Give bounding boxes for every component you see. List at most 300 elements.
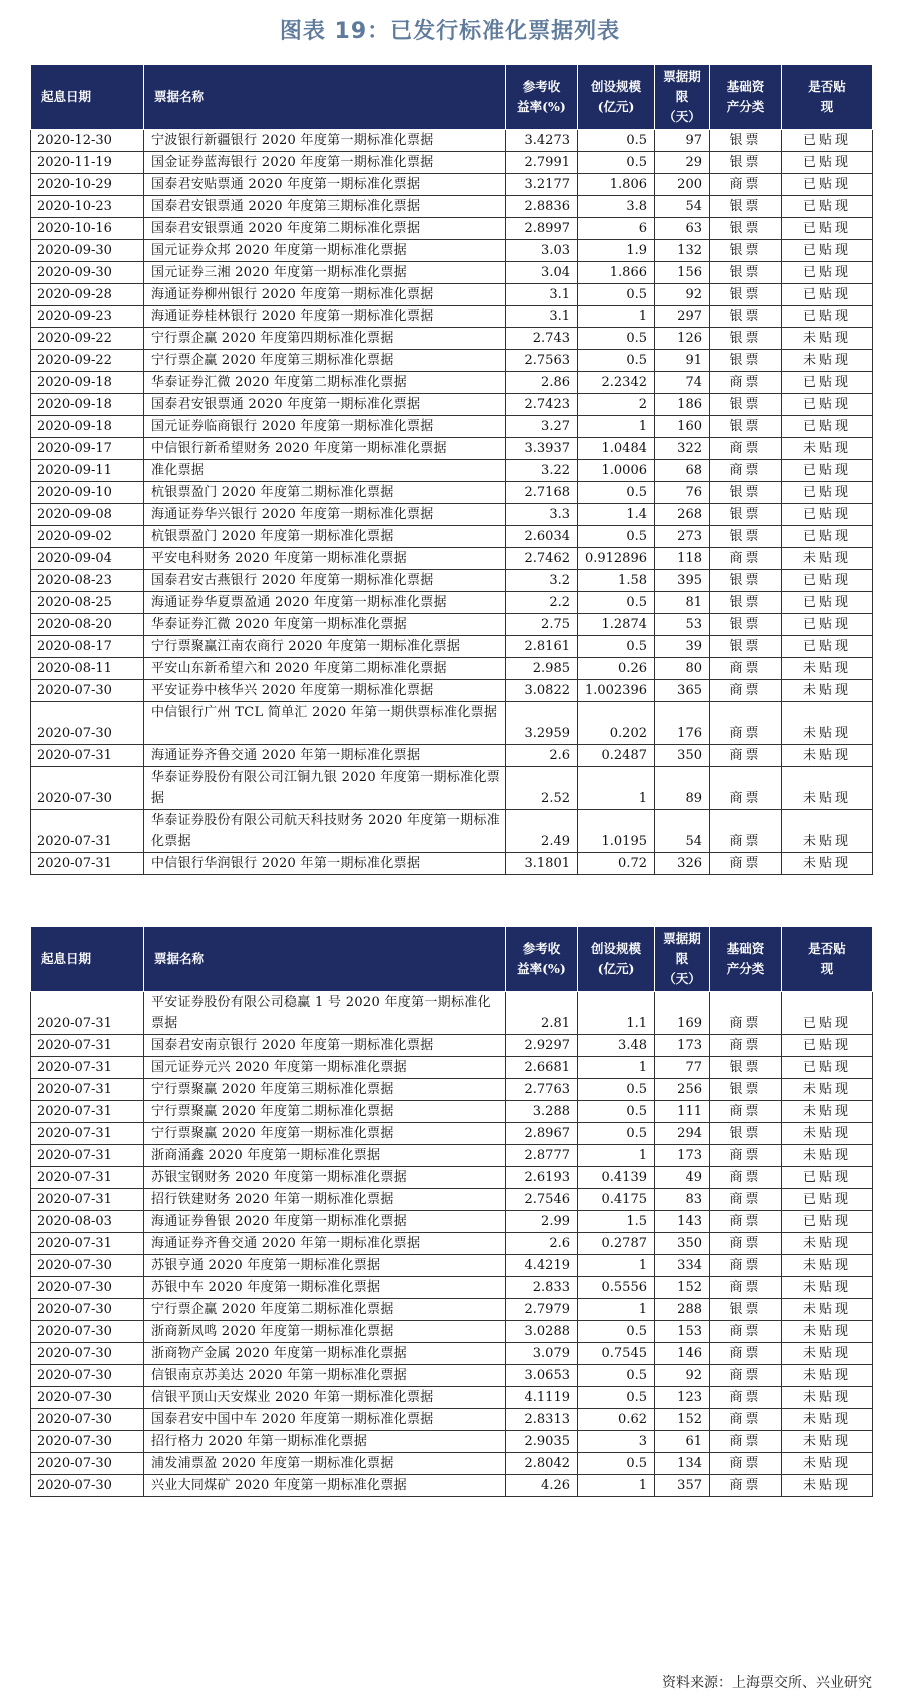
cell-asset-class: 银票	[710, 526, 782, 548]
cell-size: 1	[578, 1057, 655, 1079]
cell-asset-class: 商票	[710, 1255, 782, 1277]
cell-bill-name: 华泰证券汇微 2020 年度第二期标准化票据	[144, 372, 506, 394]
cell-discount-status: 已贴现	[782, 306, 873, 328]
cell-discount-status: 未贴现	[782, 853, 873, 875]
cell-bill-name: 苏银宝钢财务 2020 年度第一期标准化票据	[144, 1167, 506, 1189]
cell-size: 1	[578, 306, 655, 328]
cell-asset-class: 银票	[710, 240, 782, 262]
cell-yield: 3.04	[506, 262, 578, 284]
cell-asset-class: 银票	[710, 482, 782, 504]
cell-discount-status: 已贴现	[782, 1211, 873, 1233]
table-row	[31, 526, 873, 548]
cell-bill-name: 国泰君安南京银行 2020 年度第一期标准化票据	[144, 1035, 506, 1057]
cell-discount-status: 已贴现	[782, 174, 873, 196]
cell-bill-name: 海通证券鲁银 2020 年度第一期标准化票据	[144, 1211, 506, 1233]
cell-term: 297	[655, 306, 710, 328]
cell-term: 160	[655, 416, 710, 438]
cell-date: 2020-07-31	[31, 1167, 144, 1189]
table-row	[31, 1365, 873, 1387]
table-row	[31, 438, 873, 460]
cell-bill-name: 杭银票盈门 2020 年度第二期标准化票据	[144, 482, 506, 504]
table-row	[31, 767, 873, 810]
cell-discount-status: 已贴现	[782, 526, 873, 548]
cell-date: 2020-08-23	[31, 570, 144, 592]
cell-date: 2020-07-31	[31, 1101, 144, 1123]
cell-bill-name: 浙商物产金属 2020 年度第一期标准化票据	[144, 1343, 506, 1365]
column-header-asset-class: 基础资 产分类	[710, 927, 782, 992]
cell-asset-class: 商票	[710, 1035, 782, 1057]
cell-term: 81	[655, 592, 710, 614]
cell-bill-name: 宁行票企赢 2020 年度第四期标准化票据	[144, 328, 506, 350]
table-row	[31, 992, 873, 1035]
cell-size: 3.48	[578, 1035, 655, 1057]
cell-yield: 2.75	[506, 614, 578, 636]
cell-asset-class: 银票	[710, 1079, 782, 1101]
cell-bill-name: 宁行票聚赢 2020 年度第一期标准化票据	[144, 1123, 506, 1145]
cell-date: 2020-07-30	[31, 1255, 144, 1277]
cell-date: 2020-08-11	[31, 658, 144, 680]
cell-size: 0.202	[578, 702, 655, 745]
cell-yield: 2.7423	[506, 394, 578, 416]
cell-yield: 2.7546	[506, 1189, 578, 1211]
cell-bill-name: 海通证券华夏票盈通 2020 年度第一期标准化票据	[144, 592, 506, 614]
cell-date: 2020-09-30	[31, 262, 144, 284]
cell-term: 89	[655, 767, 710, 810]
table-row	[31, 394, 873, 416]
cell-asset-class: 银票	[710, 152, 782, 174]
cell-bill-name: 苏银中车 2020 年度第一期标准化票据	[144, 1277, 506, 1299]
table-row	[31, 196, 873, 218]
cell-discount-status: 已贴现	[782, 1189, 873, 1211]
table-row	[31, 1101, 873, 1123]
cell-term: 63	[655, 218, 710, 240]
cell-asset-class: 商票	[710, 174, 782, 196]
cell-term: 395	[655, 570, 710, 592]
cell-term: 54	[655, 196, 710, 218]
cell-discount-status: 未贴现	[782, 350, 873, 372]
cell-size: 0.5	[578, 592, 655, 614]
cell-size: 0.7545	[578, 1343, 655, 1365]
table-row	[31, 350, 873, 372]
cell-asset-class: 银票	[710, 636, 782, 658]
cell-date: 2020-07-31	[31, 1189, 144, 1211]
column-header-discount-status: 是否贴 现	[782, 65, 873, 130]
table-row	[31, 240, 873, 262]
cell-asset-class: 银票	[710, 196, 782, 218]
cell-term: 146	[655, 1343, 710, 1365]
cell-date: 2020-07-31	[31, 1057, 144, 1079]
cell-date: 2020-10-16	[31, 218, 144, 240]
cell-date: 2020-07-30	[31, 1475, 144, 1497]
cell-asset-class: 商票	[710, 767, 782, 810]
cell-size: 0.5	[578, 284, 655, 306]
cell-asset-class: 商票	[710, 810, 782, 853]
cell-discount-status: 已贴现	[782, 1035, 873, 1057]
cell-term: 143	[655, 1211, 710, 1233]
cell-bill-name: 平安证券中核华兴 2020 年度第一期标准化票据	[144, 680, 506, 702]
cell-yield: 2.49	[506, 810, 578, 853]
cell-discount-status: 已贴现	[782, 460, 873, 482]
cell-bill-name: 国元证券众邦 2020 年度第一期标准化票据	[144, 240, 506, 262]
cell-bill-name: 海通证券华兴银行 2020 年度第一期标准化票据	[144, 504, 506, 526]
cell-term: 350	[655, 745, 710, 767]
source-note: 资料来源：上海票交所、兴业研究	[662, 1675, 872, 1691]
cell-size: 0.5	[578, 636, 655, 658]
cell-bill-name: 宁行票聚赢 2020 年度第二期标准化票据	[144, 1101, 506, 1123]
cell-size: 0.2487	[578, 745, 655, 767]
cell-bill-name: 平安电科财务 2020 年度第一期标准化票据	[144, 548, 506, 570]
cell-discount-status: 已贴现	[782, 592, 873, 614]
cell-size: 0.912896	[578, 548, 655, 570]
cell-yield: 3.0653	[506, 1365, 578, 1387]
cell-date: 2020-08-20	[31, 614, 144, 636]
table-row	[31, 1211, 873, 1233]
cell-yield: 2.9297	[506, 1035, 578, 1057]
cell-asset-class: 商票	[710, 1189, 782, 1211]
cell-discount-status: 未贴现	[782, 1365, 873, 1387]
cell-asset-class: 商票	[710, 658, 782, 680]
cell-size: 0.5	[578, 1079, 655, 1101]
cell-bill-name: 宁行票聚赢 2020 年度第三期标准化票据	[144, 1079, 506, 1101]
cell-term: 123	[655, 1387, 710, 1409]
cell-bill-name: 海通证券齐鲁交通 2020 年第一期标准化票据	[144, 745, 506, 767]
table-row	[31, 1453, 873, 1475]
cell-size: 0.5	[578, 482, 655, 504]
cell-asset-class: 银票	[710, 1057, 782, 1079]
cell-size: 0.5556	[578, 1277, 655, 1299]
column-header-bill-name: 票据名称	[144, 927, 506, 992]
cell-asset-class: 商票	[710, 1211, 782, 1233]
cell-discount-status: 已贴现	[782, 394, 873, 416]
table-row	[31, 1189, 873, 1211]
column-header-discount-status: 是否贴 现	[782, 927, 873, 992]
table-body	[31, 992, 873, 1497]
table-row	[31, 328, 873, 350]
cell-term: 111	[655, 1101, 710, 1123]
cell-term: 39	[655, 636, 710, 658]
cell-bill-name: 国金证券蓝海银行 2020 年度第一期标准化票据	[144, 152, 506, 174]
cell-discount-status: 未贴现	[782, 1453, 873, 1475]
cell-term: 326	[655, 853, 710, 875]
cell-yield: 3.3937	[506, 438, 578, 460]
cell-yield: 3.0288	[506, 1321, 578, 1343]
cell-bill-name: 中信银行广州 TCL 简单汇 2020 年第一期供票标准化票据	[144, 702, 506, 745]
cell-discount-status: 已贴现	[782, 196, 873, 218]
cell-asset-class: 商票	[710, 1145, 782, 1167]
cell-yield: 2.6	[506, 1233, 578, 1255]
table-row	[31, 1431, 873, 1453]
cell-discount-status: 未贴现	[782, 1299, 873, 1321]
cell-yield: 3.27	[506, 416, 578, 438]
cell-size: 1.4	[578, 504, 655, 526]
cell-term: 322	[655, 438, 710, 460]
cell-yield: 2.7168	[506, 482, 578, 504]
page-title: 图表 19：已发行标准化票据列表	[279, 19, 621, 44]
cell-discount-status: 未贴现	[782, 1255, 873, 1277]
bills-table-1	[30, 64, 873, 875]
cell-bill-name: 平安山东新希望六和 2020 年度第二期标准化票据	[144, 658, 506, 680]
column-header-term: 票据期 限 （天）	[655, 927, 710, 992]
cell-term: 80	[655, 658, 710, 680]
table-row	[31, 416, 873, 438]
cell-yield: 2.81	[506, 992, 578, 1035]
cell-asset-class: 银票	[710, 614, 782, 636]
cell-date: 2020-07-30	[31, 680, 144, 702]
cell-size: 1.806	[578, 174, 655, 196]
cell-term: 68	[655, 460, 710, 482]
cell-asset-class: 商票	[710, 1431, 782, 1453]
table-body	[31, 130, 873, 875]
cell-size: 0.5	[578, 350, 655, 372]
cell-term: 176	[655, 702, 710, 745]
cell-yield: 3.22	[506, 460, 578, 482]
cell-size: 1.002396	[578, 680, 655, 702]
cell-asset-class: 银票	[710, 218, 782, 240]
table-row	[31, 853, 873, 875]
cell-size: 1.0195	[578, 810, 655, 853]
table-header-row	[31, 927, 873, 992]
cell-discount-status: 已贴现	[782, 152, 873, 174]
cell-yield: 2.8777	[506, 1145, 578, 1167]
cell-bill-name: 国元证券元兴 2020 年度第一期标准化票据	[144, 1057, 506, 1079]
cell-discount-status: 已贴现	[782, 614, 873, 636]
cell-bill-name: 招行格力 2020 年第一期标准化票据	[144, 1431, 506, 1453]
cell-term: 74	[655, 372, 710, 394]
cell-size: 0.4139	[578, 1167, 655, 1189]
cell-discount-status: 未贴现	[782, 767, 873, 810]
cell-term: 350	[655, 1233, 710, 1255]
cell-yield: 3.2177	[506, 174, 578, 196]
cell-size: 0.5	[578, 526, 655, 548]
cell-date: 2020-09-22	[31, 350, 144, 372]
cell-yield: 4.1119	[506, 1387, 578, 1409]
table-row	[31, 1343, 873, 1365]
cell-date: 2020-07-30	[31, 1277, 144, 1299]
table-row	[31, 614, 873, 636]
cell-term: 156	[655, 262, 710, 284]
cell-yield: 2.7979	[506, 1299, 578, 1321]
cell-size: 3	[578, 1431, 655, 1453]
cell-bill-name: 信银平顶山天安煤业 2020 年第一期标准化票据	[144, 1387, 506, 1409]
cell-size: 3.8	[578, 196, 655, 218]
cell-yield: 2.743	[506, 328, 578, 350]
cell-size: 0.2787	[578, 1233, 655, 1255]
cell-discount-status: 未贴现	[782, 680, 873, 702]
table-header-row	[31, 65, 873, 130]
cell-bill-name: 宁行票企赢 2020 年度第三期标准化票据	[144, 350, 506, 372]
table-row	[31, 218, 873, 240]
cell-term: 53	[655, 614, 710, 636]
cell-size: 1	[578, 1255, 655, 1277]
cell-discount-status: 未贴现	[782, 1475, 873, 1497]
cell-discount-status: 已贴现	[782, 1167, 873, 1189]
cell-bill-name: 宁行票聚赢江南农商行 2020 年度第一期标准化票据	[144, 636, 506, 658]
cell-yield: 3.4273	[506, 130, 578, 152]
cell-size: 1	[578, 416, 655, 438]
cell-asset-class: 商票	[710, 745, 782, 767]
cell-date: 2020-09-11	[31, 460, 144, 482]
cell-size: 1	[578, 1145, 655, 1167]
cell-date: 2020-07-31	[31, 853, 144, 875]
cell-size: 0.5	[578, 1365, 655, 1387]
cell-term: 169	[655, 992, 710, 1035]
cell-term: 54	[655, 810, 710, 853]
cell-date: 2020-09-18	[31, 372, 144, 394]
table-row	[31, 1475, 873, 1497]
cell-date: 2020-09-22	[31, 328, 144, 350]
cell-asset-class: 银票	[710, 570, 782, 592]
cell-asset-class: 商票	[710, 680, 782, 702]
table-row	[31, 745, 873, 767]
cell-term: 92	[655, 284, 710, 306]
table-row	[31, 130, 873, 152]
cell-term: 91	[655, 350, 710, 372]
cell-date: 2020-09-10	[31, 482, 144, 504]
cell-asset-class: 商票	[710, 372, 782, 394]
cell-term: 294	[655, 1123, 710, 1145]
cell-discount-status: 未贴现	[782, 328, 873, 350]
cell-discount-status: 已贴现	[782, 284, 873, 306]
cell-discount-status: 已贴现	[782, 570, 873, 592]
cell-bill-name: 国元证券三湘 2020 年度第一期标准化票据	[144, 262, 506, 284]
column-header-term: 票据期 限 （天）	[655, 65, 710, 130]
cell-discount-status: 未贴现	[782, 1387, 873, 1409]
table-row	[31, 372, 873, 394]
cell-yield: 2.8313	[506, 1409, 578, 1431]
cell-bill-name: 信银南京苏美达 2020 年第一期标准化票据	[144, 1365, 506, 1387]
cell-term: 334	[655, 1255, 710, 1277]
cell-term: 365	[655, 680, 710, 702]
cell-date: 2020-11-19	[31, 152, 144, 174]
cell-size: 1	[578, 1475, 655, 1497]
cell-discount-status: 已贴现	[782, 262, 873, 284]
cell-discount-status: 已贴现	[782, 636, 873, 658]
cell-size: 1.5	[578, 1211, 655, 1233]
cell-bill-name: 招行铁建财务 2020 年第一期标准化票据	[144, 1189, 506, 1211]
cell-yield: 2.8967	[506, 1123, 578, 1145]
cell-term: 49	[655, 1167, 710, 1189]
cell-date: 2020-07-31	[31, 1233, 144, 1255]
table-row	[31, 592, 873, 614]
cell-date: 2020-07-31	[31, 1035, 144, 1057]
table-row	[31, 1233, 873, 1255]
cell-term: 126	[655, 328, 710, 350]
cell-asset-class: 银票	[710, 1299, 782, 1321]
cell-asset-class: 银票	[710, 306, 782, 328]
cell-yield: 4.4219	[506, 1255, 578, 1277]
cell-bill-name: 兴业大同煤矿 2020 年度第一期标准化票据	[144, 1475, 506, 1497]
cell-date: 2020-09-02	[31, 526, 144, 548]
cell-yield: 2.2	[506, 592, 578, 614]
cell-yield: 2.8042	[506, 1453, 578, 1475]
cell-bill-name: 杭银票盈门 2020 年度第一期标准化票据	[144, 526, 506, 548]
table-row	[31, 1123, 873, 1145]
cell-discount-status: 已贴现	[782, 504, 873, 526]
table-row	[31, 284, 873, 306]
cell-asset-class: 商票	[710, 438, 782, 460]
cell-bill-name: 国泰君安银票通 2020 年度第二期标准化票据	[144, 218, 506, 240]
cell-discount-status: 未贴现	[782, 1321, 873, 1343]
cell-discount-status: 未贴现	[782, 1123, 873, 1145]
table-row	[31, 636, 873, 658]
cell-bill-name: 浙商涌鑫 2020 年度第一期标准化票据	[144, 1145, 506, 1167]
cell-date: 2020-07-30	[31, 1343, 144, 1365]
cell-asset-class: 银票	[710, 284, 782, 306]
cell-term: 273	[655, 526, 710, 548]
table-row	[31, 1057, 873, 1079]
cell-bill-name: 国元证券临商银行 2020 年度第一期标准化票据	[144, 416, 506, 438]
cell-yield: 2.6681	[506, 1057, 578, 1079]
cell-yield: 3.0822	[506, 680, 578, 702]
cell-asset-class: 商票	[710, 1321, 782, 1343]
cell-date: 2020-10-29	[31, 174, 144, 196]
cell-yield: 2.7991	[506, 152, 578, 174]
cell-discount-status: 已贴现	[782, 482, 873, 504]
cell-asset-class: 商票	[710, 1453, 782, 1475]
cell-discount-status: 未贴现	[782, 1343, 873, 1365]
cell-date: 2020-07-31	[31, 1123, 144, 1145]
cell-yield: 2.8997	[506, 218, 578, 240]
table-row	[31, 504, 873, 526]
cell-date: 2020-07-30	[31, 1431, 144, 1453]
cell-yield: 2.833	[506, 1277, 578, 1299]
cell-date: 2020-07-30	[31, 1387, 144, 1409]
cell-asset-class: 商票	[710, 992, 782, 1035]
cell-size: 0.5	[578, 130, 655, 152]
table-row	[31, 1277, 873, 1299]
cell-bill-name: 国泰君安银票通 2020 年度第一期标准化票据	[144, 394, 506, 416]
table-row	[31, 482, 873, 504]
cell-term: 153	[655, 1321, 710, 1343]
cell-asset-class: 银票	[710, 504, 782, 526]
cell-asset-class: 银票	[710, 394, 782, 416]
cell-asset-class: 银票	[710, 592, 782, 614]
table-row	[31, 1255, 873, 1277]
cell-yield: 2.6193	[506, 1167, 578, 1189]
cell-bill-name: 中信银行华润银行 2020 年第一期标准化票据	[144, 853, 506, 875]
cell-size: 1.0006	[578, 460, 655, 482]
column-header-asset-class: 基础资 产分类	[710, 65, 782, 130]
cell-term: 92	[655, 1365, 710, 1387]
cell-term: 77	[655, 1057, 710, 1079]
table-row	[31, 306, 873, 328]
cell-date: 2020-07-30	[31, 1321, 144, 1343]
cell-term: 173	[655, 1145, 710, 1167]
cell-size: 0.5	[578, 1101, 655, 1123]
column-header-yield: 参考收 益率(%)	[506, 927, 578, 992]
cell-discount-status: 未贴现	[782, 1277, 873, 1299]
cell-bill-name: 华泰证券汇微 2020 年度第一期标准化票据	[144, 614, 506, 636]
cell-bill-name: 苏银亨通 2020 年度第一期标准化票据	[144, 1255, 506, 1277]
table-row	[31, 680, 873, 702]
cell-yield: 2.7563	[506, 350, 578, 372]
table-row	[31, 1035, 873, 1057]
column-header-bill-name: 票据名称	[144, 65, 506, 130]
cell-asset-class: 商票	[710, 1387, 782, 1409]
cell-date: 2020-09-04	[31, 548, 144, 570]
column-header-size: 创设规模 (亿元)	[578, 65, 655, 130]
cell-term: 268	[655, 504, 710, 526]
cell-bill-name: 海通证券桂林银行 2020 年度第一期标准化票据	[144, 306, 506, 328]
cell-yield: 3.03	[506, 240, 578, 262]
cell-discount-status: 未贴现	[782, 1233, 873, 1255]
cell-date: 2020-07-30	[31, 1453, 144, 1475]
cell-yield: 2.985	[506, 658, 578, 680]
cell-term: 97	[655, 130, 710, 152]
cell-date: 2020-10-23	[31, 196, 144, 218]
cell-yield: 3.1	[506, 284, 578, 306]
cell-discount-status: 未贴现	[782, 745, 873, 767]
